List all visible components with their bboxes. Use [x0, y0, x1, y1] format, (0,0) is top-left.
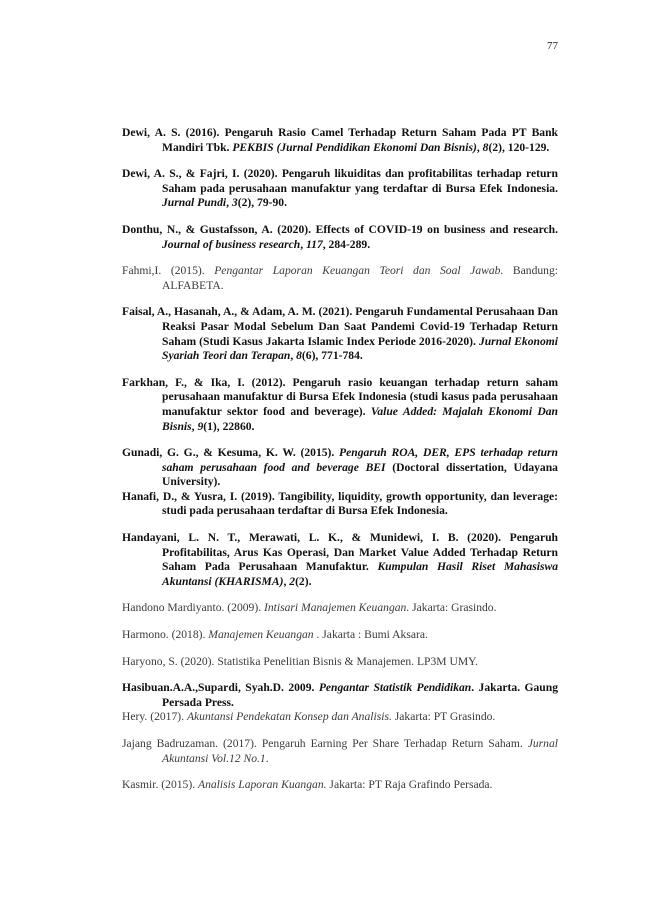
reference-list — [122, 126, 558, 805]
reference-item: Fahmi,I. (2015). Pengantar Laporan Keuangan Teori dan Soal Jawab. Bandung: ALFABETA. — [122, 264, 559, 292]
page-number: 77 — [547, 40, 558, 52]
reference-item: Dewi, A. S., & Fajri, I. (2020). Pengaruh likuiditas dan profitabilitas terhadap return Saham pada perusahaan manufaktur yang terdaftar di Bursa Efek Indonesia. Jurnal Pundi, 3(2), 79-90. — [122, 167, 558, 210]
reference-item: Faisal, A., Hasanah, A., & Adam, A. M. (2021). Pengaruh Fundamental Perusahaan Dan Reaksi Pasar Modal Sebelum Dan Saat Pandemi Covid-19 Terhadap Return Saham (Studi Kasus Jakarta Islamic Index Periode 2016-2020). Jurnal Ekonomi Syariah Teori dan Terapan, 8(6), 771-784. — [122, 305, 558, 363]
reference-item: Dewi, A. S. (2016). Pengaruh Rasio Camel Terhadap Return Saham Pada PT Bank Mandiri Tbk. PEKBIS (Jurnal Pendidikan Ekonomi Dan Bisnis), 8(2), 120-129. — [122, 126, 558, 154]
reference-item: Farkhan, F., & Ika, I. (2012). Pengaruh rasio keuangan terhadap return saham perusahaan manufaktur di Bursa Efek Indonesia (studi kasus pada perusahaan manufaktur sektor food and beverage). Value Added: Majalah Ekonomi Dan Bisnis, 9(1), 22860. — [122, 375, 559, 433]
reference-item: Hanafi, D., & Yusra, I. (2019). Tangibility, liquidity, growth opportunity, dan leverage: studi pada perusahaan terdaftar di Bursa Efek Indonesia. — [122, 489, 558, 518]
reference-item: Donthu, N., & Gustafsson, A. (2020). Effects of COVID-19 on business and research. Journal of business research, 117, 284-289. — [122, 222, 558, 251]
reference-item: Hasibuan.A.A.,Supardi, Syah.D. 2009. Pengantar Statistik Pendidikan. Jakarta. Gaung Persada Press. — [122, 681, 558, 709]
reference-item: Haryono, S. (2020). Statistika Penelitian Bisnis & Manajemen. LP3M UMY. — [122, 654, 478, 668]
reference-item: Handono Mardiyanto. (2009). Intisari Manajemen Keuangan. Jakarta: Grasindo. — [122, 601, 497, 615]
reference-item: Hery. (2017). Akuntansi Pendekatan Konsep dan Analisis. Jakarta: PT Grasindo. — [122, 710, 496, 724]
reference-item: Handayani, L. N. T., Merawati, L. K., & Munidewi, I. B. (2020). Pengaruh Profitabilitas, Arus Kas Operasi, Dan Market Value Added Terhadap Return Saham Pada Perusahaan Manufaktur. Kumpulan Hasil Riset Mahasiswa Akuntansi (KHARISMA), 2(2). — [122, 531, 558, 588]
reference-item: Kasmir. (2015). Analisis Laporan Kuangan. Jakarta: PT Raja Grafindo Persada. — [122, 778, 493, 792]
reference-item: Jajang Badruzaman. (2017). Pengaruh Earning Per Share Terhadap Return Saham. Jurnal Akuntansi Vol.12 No.1. — [122, 737, 558, 765]
reference-item: Gunadi, G. G., & Kesuma, K. W. (2015). Pengaruh ROA, DER, EPS terhadap return saham perusahaan food and beverage BEI (Doctoral dissertation, Udayana University). — [122, 446, 558, 489]
reference-item: Harmono. (2018). Manajemen Keuangan . Jakarta : Bumi Aksara. — [122, 628, 428, 642]
